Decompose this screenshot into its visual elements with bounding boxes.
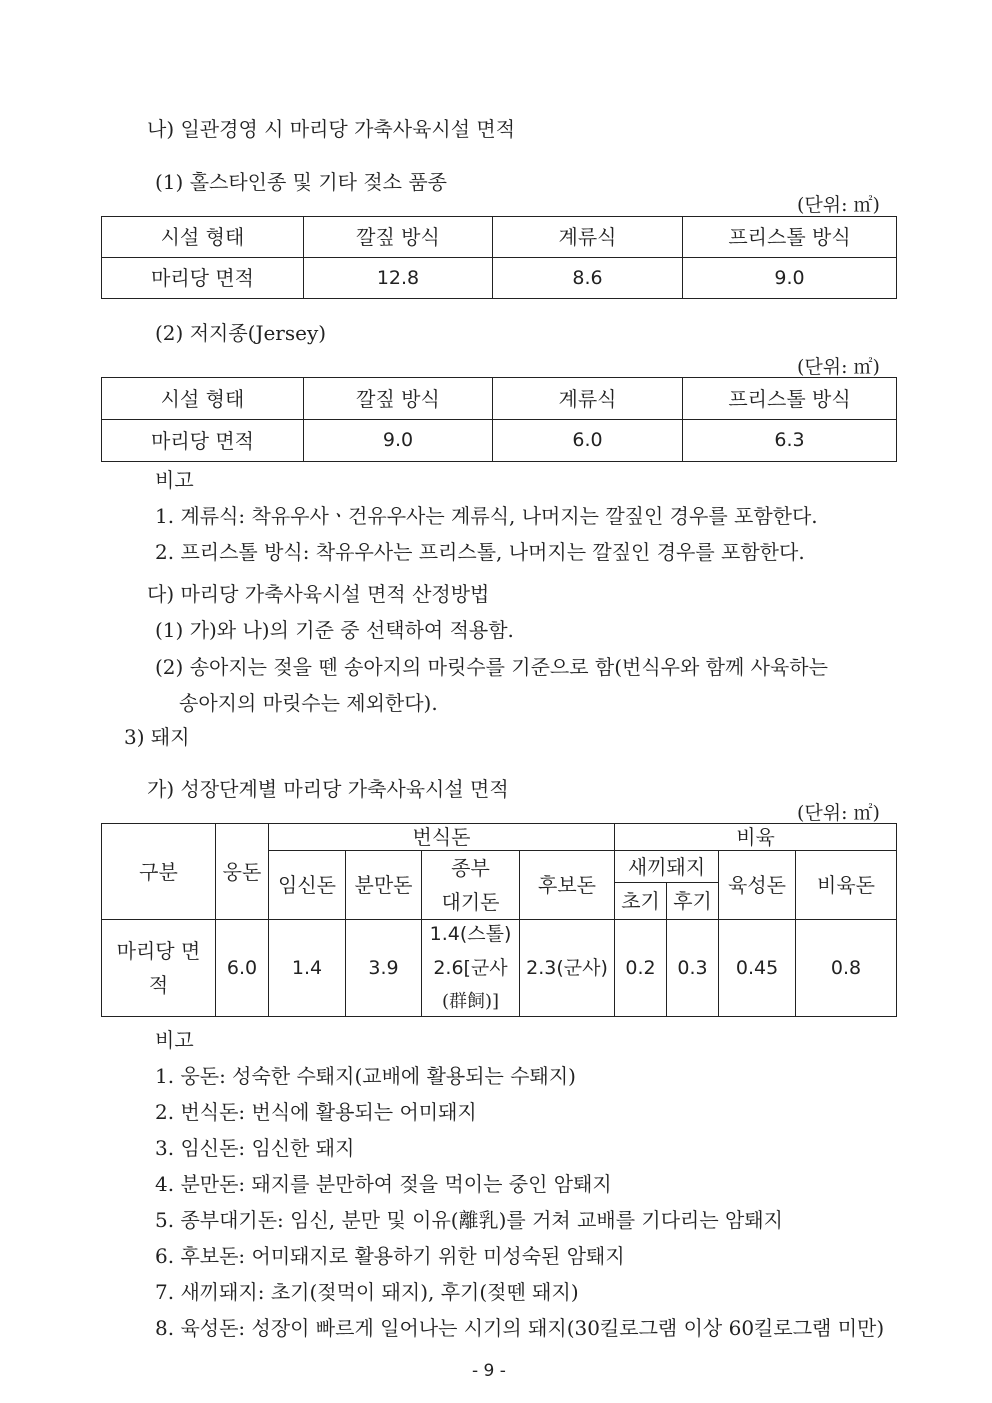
value-biyukdon: 0.8 <box>796 920 897 1017</box>
value-imsindon: 1.4 <box>269 920 346 1017</box>
subheading-holstein: (1) 홀스타인종 및 기타 젖소 품종 <box>155 170 447 194</box>
value-cell: 6.0 <box>493 420 683 462</box>
header-chogi: 초기 <box>615 883 667 920</box>
note-title: 비고 <box>155 468 194 492</box>
note-item: 1. 웅돈: 성숙한 수퇘지(교배에 활용되는 수퇘지) <box>155 1064 576 1088</box>
subheading-jersey: (2) 저지종(Jersey) <box>155 321 327 345</box>
note-item: 6. 후보돈: 어미돼지로 활용하기 위한 미성숙된 암퇘지 <box>155 1244 625 1268</box>
header-bunmandon: 분만돈 <box>346 851 422 920</box>
value-cell: 8.6 <box>493 258 683 299</box>
value-jongbu-line2: 2.6[군사 <box>433 957 508 979</box>
header-cell: 시설 형태 <box>102 217 304 258</box>
header-cell: 프리스톨 방식 <box>683 217 897 258</box>
header-saekki: 새끼돼지 <box>615 851 719 883</box>
header-jongbu-line2: 대기돈 <box>441 890 500 914</box>
header-ungdon: 웅돈 <box>216 824 269 920</box>
note-item: 3. 임신돈: 임신한 돼지 <box>155 1136 355 1160</box>
value-ungdon: 6.0 <box>216 920 269 1017</box>
header-cell: 깔짚 방식 <box>304 217 493 258</box>
header-yukseongdon: 육성돈 <box>719 851 796 920</box>
row-label-line2: 적 <box>148 973 169 997</box>
value-cell: 6.3 <box>683 420 897 462</box>
table-pig <box>101 823 897 1017</box>
value-yukseongdon: 0.45 <box>719 920 796 1017</box>
section-heading-da: 다) 마리당 가축사육시설 면적 산정방법 <box>147 582 490 606</box>
header-imsindon: 임신돈 <box>269 851 346 920</box>
method-item-continued: 송아지의 마릿수는 제외한다). <box>179 691 438 715</box>
note-item: 2. 프리스톨 방식: 착유우사는 프리스톨, 나머지는 깔짚인 경우를 포함한다. <box>155 540 805 564</box>
header-cell: 계류식 <box>493 217 683 258</box>
header-hubodon: 후보돈 <box>520 851 615 920</box>
note-title: 비고 <box>155 1028 194 1052</box>
row-label <box>102 920 216 1017</box>
table-jersey <box>101 377 897 462</box>
note-item: 8. 육성돈: 성장이 빠르게 일어나는 시기의 돼지(30킬로그램 이상 60킬로그램 미만) <box>155 1316 885 1340</box>
header-cell: 깔짚 방식 <box>304 378 493 420</box>
section-heading-pig: 3) 돼지 <box>124 725 190 749</box>
header-jongbu-line1: 종부 <box>451 856 490 880</box>
value-jongbu-line3: (群飼)] <box>441 991 500 1012</box>
header-cell: 시설 형태 <box>102 378 304 420</box>
value-hugi: 0.3 <box>667 920 719 1017</box>
section-heading-ga: 가) 성장단계별 마리당 가축사육시설 면적 <box>147 777 509 801</box>
header-beonsikdon: 번식돈 <box>269 824 615 851</box>
row-label: 마리당 면적 <box>102 420 304 462</box>
value-jongbu-daegidon <box>422 920 520 1017</box>
header-biyuk: 비육 <box>615 824 897 851</box>
row-label: 마리당 면적 <box>102 258 304 299</box>
table-holstein <box>101 216 897 299</box>
note-item: 2. 번식돈: 번식에 활용되는 어미돼지 <box>155 1100 477 1124</box>
page-number: - 9 - <box>472 1361 506 1381</box>
value-cell: 9.0 <box>304 420 493 462</box>
value-cell: 9.0 <box>683 258 897 299</box>
header-jongbu-daegidon <box>422 851 520 920</box>
method-item: (2) 송아지는 젖을 뗀 송아지의 마릿수를 기준으로 함(번식우와 함께 사육하는 <box>155 655 828 679</box>
value-bunmandon: 3.9 <box>346 920 422 1017</box>
unit-label: (단위: ㎡) <box>797 356 880 378</box>
header-biyukdon: 비육돈 <box>796 851 897 920</box>
note-item: 5. 종부대기돈: 임신, 분만 및 이유(離乳)를 거쳐 교배를 기다리는 암퇘지 <box>155 1208 783 1232</box>
header-hugi: 후기 <box>667 883 719 920</box>
value-chogi: 0.2 <box>615 920 667 1017</box>
unit-label: (단위: ㎡) <box>797 194 880 216</box>
header-cell: 계류식 <box>493 378 683 420</box>
value-cell: 12.8 <box>304 258 493 299</box>
header-gubun: 구분 <box>102 824 216 920</box>
unit-label: (단위: ㎡) <box>797 802 880 824</box>
section-heading-na: 나) 일관경영 시 마리당 가축사육시설 면적 <box>147 117 516 141</box>
note-item: 4. 분만돈: 돼지를 분만하여 젖을 먹이는 중인 암퇘지 <box>155 1172 612 1196</box>
value-hubodon: 2.3(군사) <box>520 920 615 1017</box>
note-item: 7. 새끼돼지: 초기(젖먹이 돼지), 후기(젖뗀 돼지) <box>155 1280 579 1304</box>
value-jongbu-line1: 1.4(스톨) <box>429 923 512 945</box>
header-cell: 프리스톨 방식 <box>683 378 897 420</box>
method-item: (1) 가)와 나)의 기준 중 선택하여 적용함. <box>155 618 514 642</box>
row-label-line1: 마리당 면 <box>116 939 201 963</box>
note-item: 1. 계류식: 착유우사ㆍ건유우사는 계류식, 나머지는 깔짚인 경우를 포함한다. <box>155 504 818 528</box>
